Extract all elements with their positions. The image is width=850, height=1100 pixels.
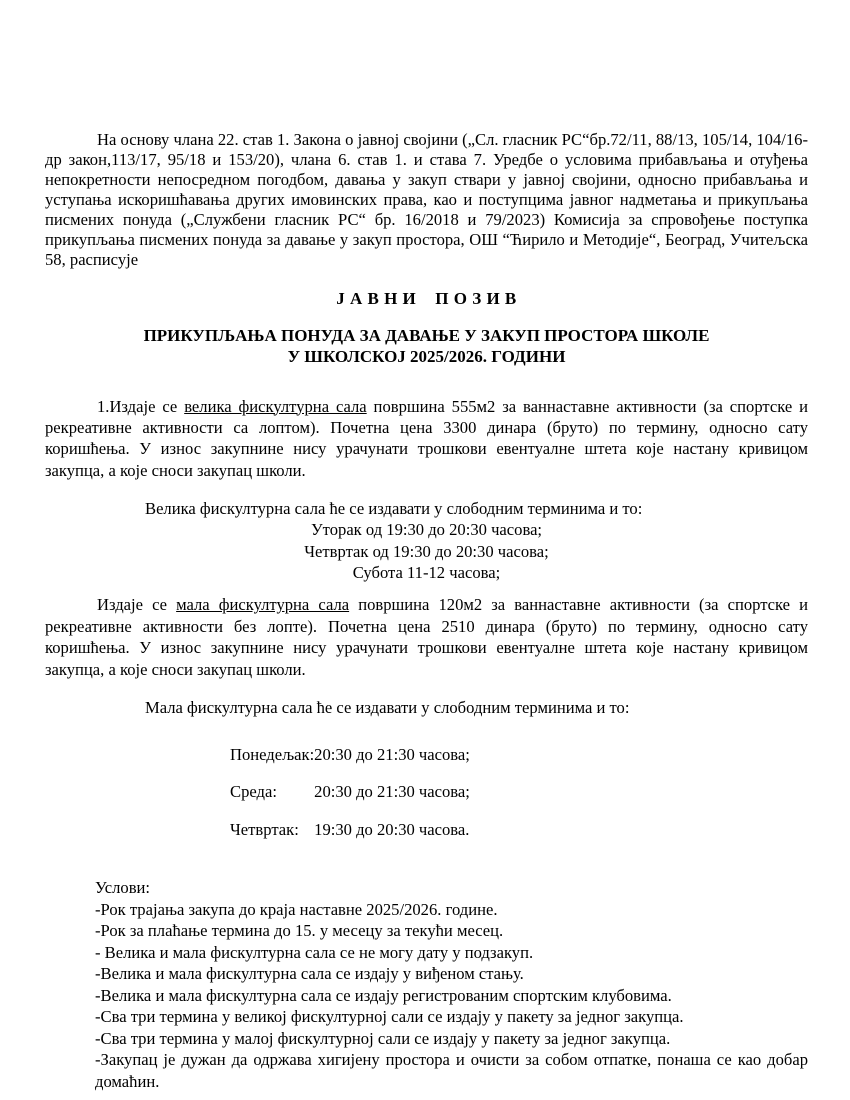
condition-item: -Велика и мала фискултурна сала се издају регистрованим спортским клубовима. [95, 985, 672, 1005]
small-hall-name: мала фискултурна сала [176, 595, 350, 615]
large-hall-name: велика фискултурна сала [184, 396, 367, 416]
small-hall-terms-intro: Мала фискултурна сала ће се издавати у слободним терминима и то: [145, 697, 630, 717]
legal-basis-paragraph: На основу члана 22. став 1. Закона о јавној својини („Сл. гласник РС“бр.72/11, 88/13, 105/14, 104/16-др закон,113/17, 95/18 и 153/20), члана 6. став 1. и става 7. Уредбе о условима прибављања и отуђења непокретности непосредном погодбом, давања у закуп ствари у јавној својини, односно прибављања и уступања искоришћавања других имовинских права, као и поступцима јавног надметања и прикупљања писмених понуда („Службени гласник РС“ бр. 16/2018 и 79/2023) Комисија за спровођење поступка прикупљања писмених понуда за давање у закуп простора, ОШ “Ћирило и Методије“, Београд, Учитељска 58, расписује [45, 129, 808, 269]
small-hall-schedule [230, 744, 808, 840]
schedule-time: 19:30 до 20:30 часова. [314, 819, 470, 839]
document-content [45, 0, 808, 1092]
schedule-time: 20:30 до 21:30 часова; [314, 782, 470, 802]
schedule-row [230, 781, 808, 802]
condition-item: -Закупац је дужан да одржава хигијену простора и очисти за собом отпатке, понаша се као добар домаћин. [95, 1050, 808, 1091]
condition-item: -Сва три термина у малој фискултурној сали се издају у пакету за једног закупца. [95, 1028, 671, 1048]
large-hall-terms-list [45, 519, 808, 583]
condition-item: - Велика и мала фискултурна сала се не могу дату у подзакуп. [95, 942, 534, 962]
schedule-time: 20:30 до 21:30 часова; [314, 745, 470, 765]
page-title: Ј А В Н И П О З И В [336, 288, 517, 308]
large-hall-paragraph [45, 396, 808, 482]
condition-item: -Рок за плаћање термина до 15. у месецу за текући месец. [95, 921, 504, 941]
small-hall-paragraph [45, 594, 808, 680]
schedule-row [230, 819, 808, 840]
conditions-heading: Услови: [95, 878, 151, 898]
large-hall-term: Уторак од 19:30 до 20:30 часова; [310, 520, 543, 540]
schedule-row [230, 744, 808, 765]
condition-item: -Велика и мала фискултурна сала се издају у виђеном стању. [95, 964, 524, 984]
large-hall-term: Субота 11-12 часова; [352, 563, 501, 583]
large-hall-rest: површина 555м2 за ваннаставне активности (за спортске и рекреативне активности са лоптом). Почетна цена 3300 динара (бруто) по термину, односно сату коришћења. У износ закупнине нису урачунати трошкови евентуалне штета које настану кривицом закупца, а које сноси закупац школи. [45, 396, 808, 480]
document-subtitle [45, 325, 808, 368]
schedule-day: Среда: [230, 782, 277, 802]
schedule-day: Четвртак: [230, 819, 299, 839]
large-hall-term: Четвртак од 19:30 до 20:30 часова; [304, 541, 549, 561]
subtitle-line-2: У ШКОЛСКОЈ 2025/2026. ГОДИНИ [287, 347, 566, 367]
small-hall-rest: површина 120м2 за ваннаставне активности (за спортске и рекреативне активности без лопте). Почетна цена 2510 динара (бруто) по термину, односно сату коришћења. У износ закупнине нису урачунати трошкови евентуалне штета које настану кривицом закупца, а које сноси закупац школи. [45, 595, 808, 679]
small-hall-lead: Издаје се [97, 595, 177, 615]
subtitle-line-1: ПРИКУПЉАЊА ПОНУДА ЗА ДАВАЊЕ У ЗАКУП ПРОСТОРА ШКОЛЕ [143, 325, 710, 345]
schedule-day: Понедељак: [230, 745, 315, 765]
condition-item: -Рок трајања закупа до краја наставне 2025/2026. године. [95, 899, 498, 919]
large-hall-terms-intro: Велика фискултурна сала ће се издавати у слободним терминима и то: [145, 498, 643, 518]
condition-item: -Сва три термина у великој фискултурној сали се издају у пакету за једног закупца. [95, 1007, 684, 1027]
large-hall-lead: 1.Издаје се [97, 396, 185, 416]
conditions-section [95, 877, 808, 1092]
